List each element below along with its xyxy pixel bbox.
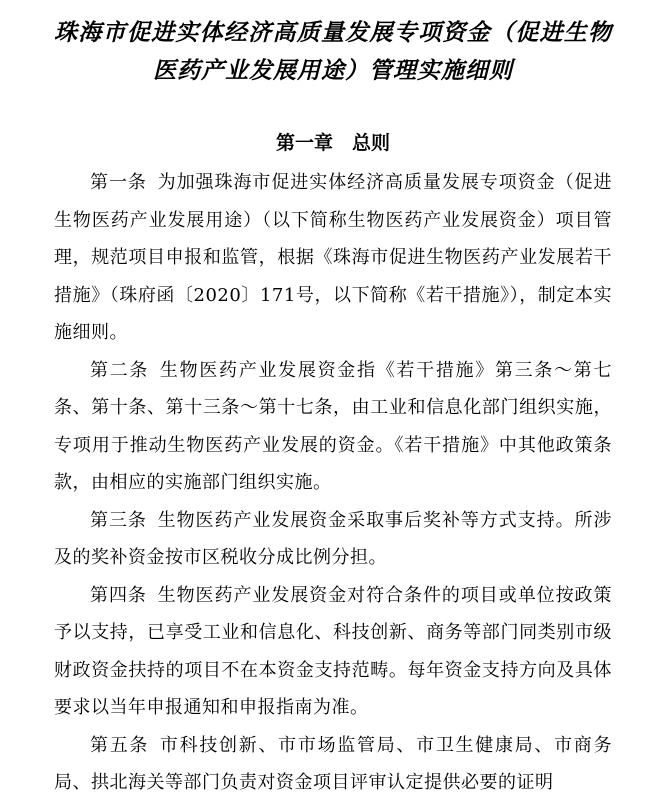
document-title: 珠海市促进实体经济高质量发展专项资金（促进生物医药产业发展用途）管理实施细则 xyxy=(54,20,612,84)
article-2-text: 生物医药产业发展资金指《若干措施》第三条～第七条、第十条、第十三条～第十七条，由工业和信息化部门组织实施，专项用于推动生物医药产业发展的资金。《若干措施》中其他政策条款，由相应的实施部门组织实施。 xyxy=(54,359,612,493)
article-3-label: 第三条 xyxy=(90,509,147,531)
article-5 xyxy=(54,727,612,802)
article-4-text: 生物医药产业发展资金对符合条件的项目或单位按政策予以支持，已享受工业和信息化、科技创新、商务等部门同类别市级财政资金扶持的项目不在本资金支持范畴。每年资金支持方向及具体要求以当年申报通知和申报指南为准。 xyxy=(54,584,613,718)
chapter-title: 第一章 总则 xyxy=(275,132,390,154)
article-1-text: 为加强珠海市促进实体经济高质量发展专项资金（促进生物医药产业发展用途）（以下简称生物医药产业发展资金）项目管理，规范项目申报和监管，根据《珠海市促进生物医药产业发展若干措施》（珠府函〔2020〕171号，以下简称《若干措施》），制定本实施细则。 xyxy=(54,172,613,343)
article-5-label: 第五条 xyxy=(90,734,150,756)
article-3-text: 生物医药产业发展资金采取事后奖补等方式支持。所涉及的奖补资金按市区税收分成比例分担。 xyxy=(54,509,613,568)
article-2 xyxy=(54,352,612,502)
article-5-text: 市科技创新、市市场监管局、市卫生健康局、市商务局、拱北海关等部门负责对资金项目评审认定提供必要的证明 xyxy=(54,734,612,793)
article-1 xyxy=(54,164,612,352)
article-2-label: 第二条 xyxy=(90,359,150,381)
article-4-label: 第四条 xyxy=(90,584,147,606)
article-4 xyxy=(54,577,612,727)
article-1-label: 第一条 xyxy=(90,172,147,193)
article-3 xyxy=(54,502,612,577)
